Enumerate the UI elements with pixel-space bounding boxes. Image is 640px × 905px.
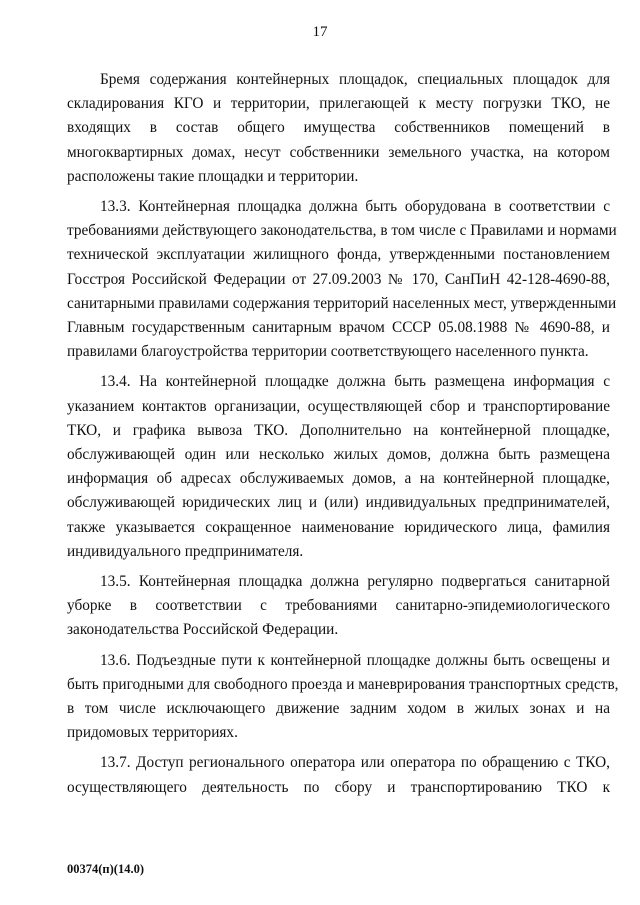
text-line: санитарными правилами содержания территорий населенных мест, утвержденными bbox=[67, 294, 617, 312]
text-line: уборке в соответствии с требованиями санитарно-эпидемиологического bbox=[67, 597, 610, 615]
text-line: Бремя содержания контейнерных площадок, специальных площадок для bbox=[100, 71, 610, 88]
text-line: 13.5. Контейнерная площадка должна регулярно подвергаться санитарной bbox=[100, 573, 610, 591]
text-line: складирования КГО и территории, прилегающей к месту погрузки ТКО, не bbox=[67, 95, 610, 113]
paragraph-13-4 bbox=[67, 370, 610, 564]
text-line: многоквартирных домах, несут собственники земельного участка, на котором bbox=[67, 143, 610, 161]
text-line: законодательства Российской Федерации. bbox=[67, 621, 339, 639]
text-line: Госстроя Российской Федерации от 27.09.2003 № 170, СанПиН 42-128-4690-88, bbox=[67, 270, 610, 288]
paragraph-13-6 bbox=[67, 649, 619, 746]
text-line: 13.3. Контейнерная площадка должна быть оборудована в соответствии с bbox=[100, 198, 610, 216]
text-line: правилами благоустройства территории соответствующего населенного пункта. bbox=[67, 343, 589, 361]
text-line: входящих в состав общего имущества собственников помещений в bbox=[67, 119, 610, 137]
text-line: придомовых территориях. bbox=[67, 724, 238, 742]
paragraph-13-5 bbox=[67, 570, 610, 643]
text-line: осуществляющего деятельность по сбору и транспортированию ТКО к bbox=[67, 778, 610, 796]
paragraph-burden bbox=[67, 68, 610, 189]
text-line: быть пригодными для свободного проезда и маневрирования транспортных средств, bbox=[67, 675, 619, 693]
text-line: информация об адресах обслуживаемых домов, а на контейнерной площадке, bbox=[67, 470, 610, 488]
text-line: 13.4. На контейнерной площадке должна быть размещена информация с bbox=[100, 373, 610, 391]
text-line: требованиями действующего законодательства, в том числе с Правилами и нормами bbox=[67, 222, 617, 240]
text-line: обслуживающей один или несколько жилых домов, должна быть размещена bbox=[67, 446, 610, 464]
text-line: 13.6. Подъездные пути к контейнерной площадке должны быть освещены и bbox=[100, 651, 610, 669]
text-line: технической эксплуатации жилищного фонда, утвержденными постановлением bbox=[67, 246, 610, 264]
text-line: указанием контактов организации, осуществляющей сбор и транспортирование bbox=[67, 397, 610, 415]
text-line: Главным государственным санитарным врачом СССР 05.08.1988 № 4690-88, и bbox=[67, 319, 610, 337]
text-line: обслуживающей юридических лиц и (или) индивидуальных предпринимателей, bbox=[67, 494, 610, 512]
document-code: 00374(п)(14.0) bbox=[67, 862, 144, 876]
document-body bbox=[67, 68, 619, 806]
text-line: также указывается сокращенное наименование юридического лица, фамилия bbox=[67, 518, 610, 536]
text-line: в том числе исключающего движение задним ходом в жилых зонах и на bbox=[67, 700, 610, 718]
paragraph-13-3 bbox=[67, 195, 617, 364]
text-line: ТКО, и графика вывоза ТКО. Дополнительно на контейнерной площадке, bbox=[67, 421, 610, 439]
text-line: индивидуального предпринимателя. bbox=[67, 542, 304, 560]
paragraph-13-7 bbox=[67, 751, 610, 799]
page-number: 17 bbox=[312, 24, 328, 40]
text-line: расположены такие площадки и территории. bbox=[67, 167, 359, 185]
text-line: 13.7. Доступ регионального оператора или оператора по обращению с ТКО, bbox=[100, 754, 610, 772]
